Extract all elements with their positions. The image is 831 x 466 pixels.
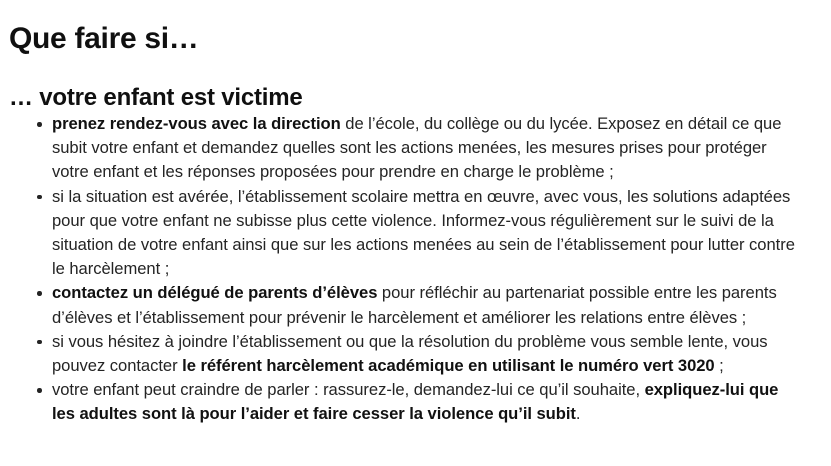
list-item-bold-lead: prenez rendez-vous avec la direction [52, 114, 341, 133]
list-item-lead: si vous hésitez à joindre l’établissement ou que la résolution du problème vous semble lente, vous pouvez contacter [52, 331, 768, 376]
list-item-text [52, 112, 800, 185]
list-item [0, 330, 800, 378]
bullet-dot-icon [37, 340, 42, 345]
list-item-rest: de l’école, du collège ou du lycée. Exposez en détail ce que subit votre enfant et demandez quelles sont les actions menées, les mesures prises pour protéger votre enfant et les réponses proposées pour prendre en charge le problème ; [52, 114, 782, 182]
list-item-tail: ; [714, 356, 724, 376]
list-item-rest: si la situation est avérée, l’établissement scolaire mettra en œuvre, avec vous, les solutions adaptées pour que votre enfant ne subisse plus cette violence. Informez-vous régulièrement sur le suivi de la situation de votre enfant ainsi que sur les actions menées au sein de l’établissement pour lutter contre le harcèlement ; [52, 186, 795, 279]
advice-bullet-list [0, 112, 800, 427]
list-item-lead: votre enfant peut craindre de parler : rassurez-le, demandez-lui ce qu’il souhaite, [52, 380, 645, 400]
bullet-dot-icon [37, 291, 42, 296]
list-item [0, 112, 800, 185]
list-item-text [52, 330, 800, 378]
list-item-bold-lead: contactez un délégué de parents d’élèves [52, 283, 378, 303]
page-title: Que faire si… [9, 22, 199, 56]
list-item [0, 281, 800, 329]
list-item [0, 378, 800, 426]
bullet-dot-icon [37, 195, 42, 200]
list-item-text [52, 378, 800, 426]
list-item-tail: . [575, 404, 581, 424]
list-item-text [52, 281, 800, 329]
list-item [0, 185, 800, 282]
page-subtitle: … votre enfant est victime [9, 83, 303, 111]
list-item-bold-mid: le référent harcèlement académique en utilisant le numéro vert 3020 [182, 356, 715, 376]
bullet-dot-icon [37, 122, 42, 127]
list-item-bold-mid: expliquez-lui que les adultes sont là pour l’aider et faire cesser la violence qu’il subit [52, 380, 779, 424]
list-item-rest: pour réfléchir au partenariat possible entre les parents d’élèves et l’établissement pour prévenir le harcèlement et améliorer les relations entre élèves ; [52, 283, 777, 327]
bullet-dot-icon [37, 388, 42, 393]
list-item-text [52, 185, 800, 282]
